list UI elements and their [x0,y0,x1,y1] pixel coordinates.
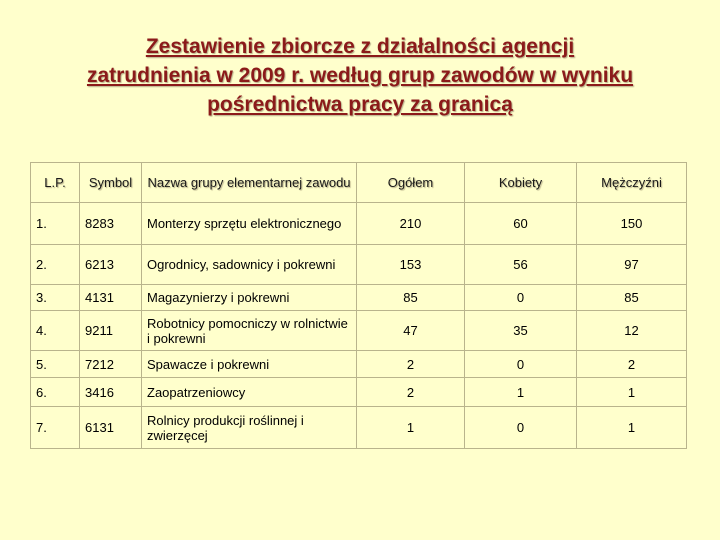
cell-men: 1 [577,407,687,449]
cell-men: 97 [577,245,687,285]
header-men: Mężczyźni [577,163,687,203]
cell-symbol: 6213 [80,245,142,285]
title-line-2: zatrudnienia w 2009 r. według grup zawodów w wyniku [86,64,634,87]
table-row [31,311,687,351]
cell-name: Robotnicy pomocniczy w rolnictwie i pokrewni [142,311,357,351]
cell-women: 56 [465,245,577,285]
page-title [20,32,700,119]
cell-men: 85 [577,285,687,311]
cell-women: 60 [465,203,577,245]
cell-lp: 3. [31,285,80,311]
cell-lp: 2. [31,245,80,285]
cell-total: 47 [357,311,465,351]
cell-total: 2 [357,378,465,407]
header-total: Ogółem [357,163,465,203]
cell-lp: 5. [31,351,80,378]
cell-name: Ogrodnicy, sadownicy i pokrewni [142,245,357,285]
cell-total: 153 [357,245,465,285]
table-row [31,407,687,449]
occupation-table [30,162,687,449]
cell-total: 85 [357,285,465,311]
cell-men: 12 [577,311,687,351]
cell-women: 1 [465,378,577,407]
title-line-1: Zestawienie zbiorcze z działalności agencji [145,35,575,58]
title-line-3: pośrednictwa pracy za granicą [207,93,513,116]
cell-total: 210 [357,203,465,245]
cell-symbol: 6131 [80,407,142,449]
cell-name: Rolnicy produkcji roślinnej i zwierzęcej [142,407,357,449]
cell-lp: 1. [31,203,80,245]
header-symbol: Symbol [80,163,142,203]
cell-symbol: 4131 [80,285,142,311]
cell-women: 35 [465,311,577,351]
table-row [31,351,687,378]
cell-name: Zaopatrzeniowcy [142,378,357,407]
cell-men: 1 [577,378,687,407]
cell-women: 0 [465,351,577,378]
table-row [31,203,687,245]
header-women: Kobiety [465,163,577,203]
cell-men: 2 [577,351,687,378]
cell-lp: 6. [31,378,80,407]
cell-name: Monterzy sprzętu elektronicznego [142,203,357,245]
cell-total: 1 [357,407,465,449]
cell-women: 0 [465,285,577,311]
cell-women: 0 [465,407,577,449]
header-name: Nazwa grupy elementarnej zawodu [142,163,357,203]
cell-symbol: 8283 [80,203,142,245]
cell-lp: 4. [31,311,80,351]
cell-name: Spawacze i pokrewni [142,351,357,378]
cell-symbol: 9211 [80,311,142,351]
cell-lp: 7. [31,407,80,449]
cell-total: 2 [357,351,465,378]
cell-symbol: 3416 [80,378,142,407]
cell-symbol: 7212 [80,351,142,378]
table-header-row [31,163,687,203]
table-row [31,245,687,285]
header-lp: L.P. [31,163,80,203]
table-row [31,285,687,311]
cell-men: 150 [577,203,687,245]
table-row [31,378,687,407]
cell-name: Magazynierzy i pokrewni [142,285,357,311]
